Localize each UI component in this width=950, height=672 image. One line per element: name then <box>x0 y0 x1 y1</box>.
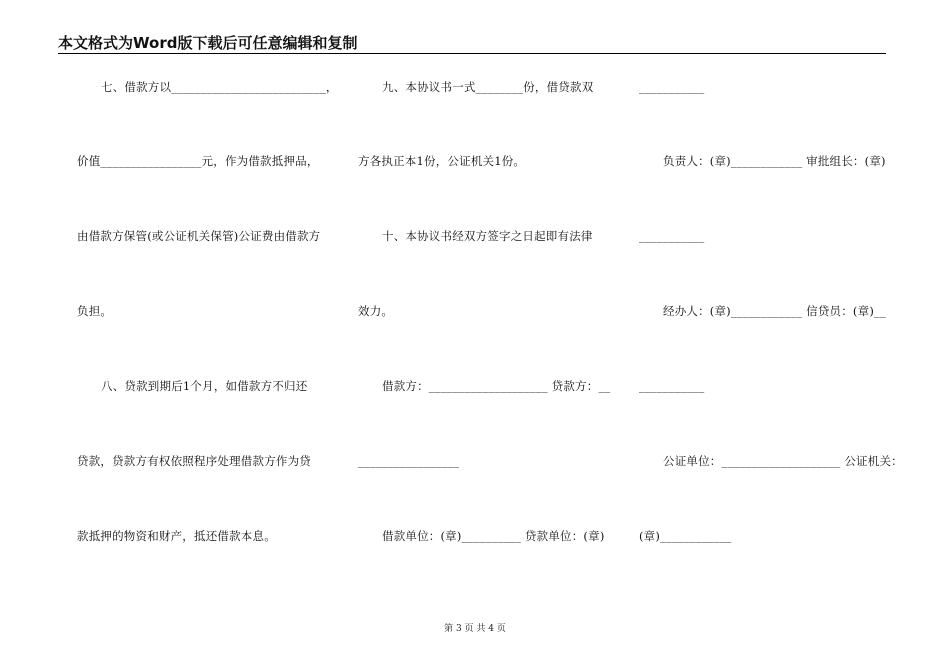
text-line: 负责人：(章)____________ 审批组长：(章) <box>663 154 886 168</box>
text-line: 经办人：(章)____________ 信贷员：(章)__ <box>663 304 886 318</box>
text-line: 由借款方保管(或公证机关保管)公证费由借款方 <box>77 229 321 243</box>
text-line: ___________ <box>639 80 705 94</box>
text-line: 九、本协议书一式________份，借贷款双 <box>382 80 594 94</box>
text-line: 方各执正本1份，公证机关1份。 <box>358 154 526 168</box>
text-line: (章)____________ <box>639 529 732 543</box>
text-line: 借款单位：(章)__________ 贷款单位：(章) <box>382 529 605 543</box>
text-line: _________________ <box>358 454 460 468</box>
text-line: 十、本协议书经双方签字之日起即有法律 <box>382 229 593 243</box>
text-line: 负担。 <box>77 304 113 318</box>
text-line: 七、借款方以__________________________， <box>101 80 338 94</box>
text-line: 价值_________________元，作为借款抵押品， <box>77 154 319 168</box>
text-line: 效力。 <box>358 304 394 318</box>
text-line: 款抵押的物资和财产，抵还借款本息。 <box>77 529 276 543</box>
page-number: 第 3 页 共 4 页 <box>444 624 506 634</box>
page-header <box>58 34 886 54</box>
text-line: 公证单位：____________________ 公证机关： <box>663 454 903 468</box>
text-line: ___________ <box>639 229 705 243</box>
header-title: 本文格式为Word版下载后可任意编辑和复制 <box>58 34 358 52</box>
page-footer <box>0 621 950 634</box>
text-line: 贷款，贷款方有权依照程序处理借款方作为贷 <box>77 454 311 468</box>
text-line: ___________ <box>639 379 705 393</box>
text-line: 借款方：____________________ 贷款方：__ <box>382 379 611 393</box>
text-line: 八、贷款到期后1个月，如借款方不归还 <box>101 379 308 393</box>
